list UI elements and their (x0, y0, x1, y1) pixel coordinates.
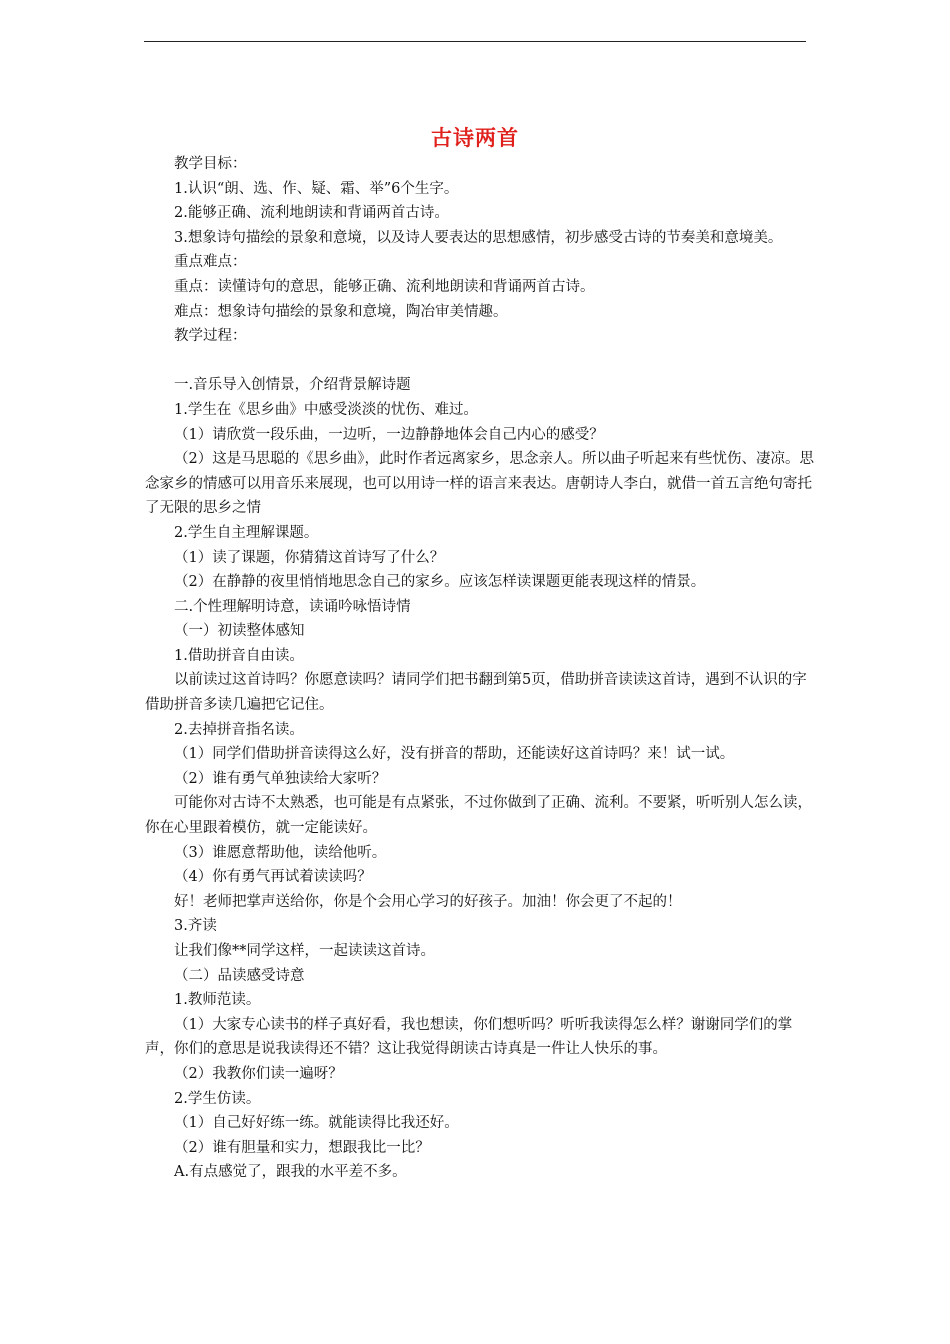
paragraph: （二）品读感受诗意 (174, 967, 305, 984)
section-heading: 一.音乐导入创情景，介绍背景解诗题 (174, 377, 411, 394)
paragraph: （一）初读整体感知 (174, 623, 305, 640)
paragraph: （2）这是马思聪的《思乡曲》，此时作者远离家乡，思念亲人。所以曲子听起来有些忧伤、凄凉。思念家乡的情感可以用音乐来展现，也可以用诗一样的语言来表达。唐朝诗人李白，就借一首五言绝句寄托了无限的思乡之情 (145, 451, 814, 517)
paragraph: （3）谁愿意帮助他，读给他听。 (174, 844, 387, 861)
paragraph: 重点：读懂诗句的意思，能够正确、流利地朗读和背诵两首古诗。 (174, 278, 595, 295)
paragraph: （1）同学们借助拼音读得这么好，没有拼音的帮助，还能读好这首诗吗？来！试一试。 (174, 746, 735, 763)
paragraph: （2）谁有胆量和实力，想跟我比一比？ (174, 1139, 430, 1156)
paragraph: 难点：想象诗句描绘的景象和意境，陶冶审美情趣。 (174, 303, 508, 320)
paragraph: 1.借助拼音自由读。 (174, 647, 304, 664)
section-heading: 二.个性理解明诗意，读诵吟咏悟诗情 (174, 598, 411, 615)
paragraph: （1）读了课题，你猜猜这首诗写了什么？ (174, 549, 445, 566)
document-title: 古诗两首 (431, 126, 519, 150)
blank-line (145, 349, 815, 374)
paragraph: 3.齐读 (174, 918, 217, 935)
paragraph: 1.学生在《思乡曲》中感受淡淡的忧伤、难过。 (174, 401, 478, 418)
paragraph: 教学目标： (174, 156, 247, 172)
paragraph: （1）请欣赏一段乐曲，一边听，一边静静地体会自己内心的感受？ (174, 426, 604, 443)
paragraph: 好！老师把掌声送给你，你是个会用心学习的好孩子。加油！你会更了不起的！ (174, 893, 682, 910)
paragraph: 1.教师范读。 (174, 992, 261, 1009)
paragraph: 1.认识“朗、选、作、疑、霜、举”6个生字。 (174, 180, 459, 197)
paragraph: 2.能够正确、流利地朗读和背诵两首古诗。 (174, 205, 449, 222)
paragraph: 让我们像**同学这样，一起读读这首诗。 (174, 943, 435, 959)
paragraph: 2.学生仿读。 (174, 1090, 261, 1107)
paragraph: 2.去掉拼音指名读。 (174, 721, 304, 738)
paragraph: （1）自己好好练一练。就能读得比我还好。 (174, 1115, 459, 1132)
paragraph: 2.学生自主理解课题。 (174, 524, 319, 541)
paragraph: （2）在静静的夜里悄悄地思念自己的家乡。应该怎样读课题更能表现这样的情景。 (174, 574, 706, 591)
paragraph: 重点难点： (174, 254, 247, 271)
paragraph: 教学过程： (174, 328, 247, 345)
paragraph: （2）谁有勇气单独读给大家听？ (174, 770, 387, 787)
paragraph: （1）大家专心读书的样子真好看，我也想读，你们想听吗？听听我读得怎么样？谢谢同学们的掌声，你们的意思是说我读得还不错？这让我觉得朗读古诗真是一件让人快乐的事。 (145, 1016, 793, 1058)
paragraph: 3.想象诗句描绘的景象和意境，以及诗人要表达的思想感情，初步感受古诗的节奏美和意境美。 (174, 229, 783, 246)
paragraph: 以前读过这首诗吗？你愿意读吗？请同学们把书翻到第5页，借助拼音读读这首诗，遇到不认识的字借助拼音多读几遍把它记住。 (145, 672, 807, 714)
paragraph: 可能你对古诗不太熟悉，也可能是有点紧张，不过你做到了正确、流利。不要紧，听听别人怎么读，你在心里跟着模仿，就一定能读好。 (145, 795, 812, 837)
document-body (145, 152, 815, 1185)
header-rule (144, 41, 806, 42)
paragraph: A.有点感觉了，跟我的水平差不多。 (174, 1164, 407, 1181)
paragraph: （2）我教你们读一遍呀？ (174, 1065, 343, 1082)
paragraph: （4）你有勇气再试着读读吗？ (174, 869, 372, 886)
